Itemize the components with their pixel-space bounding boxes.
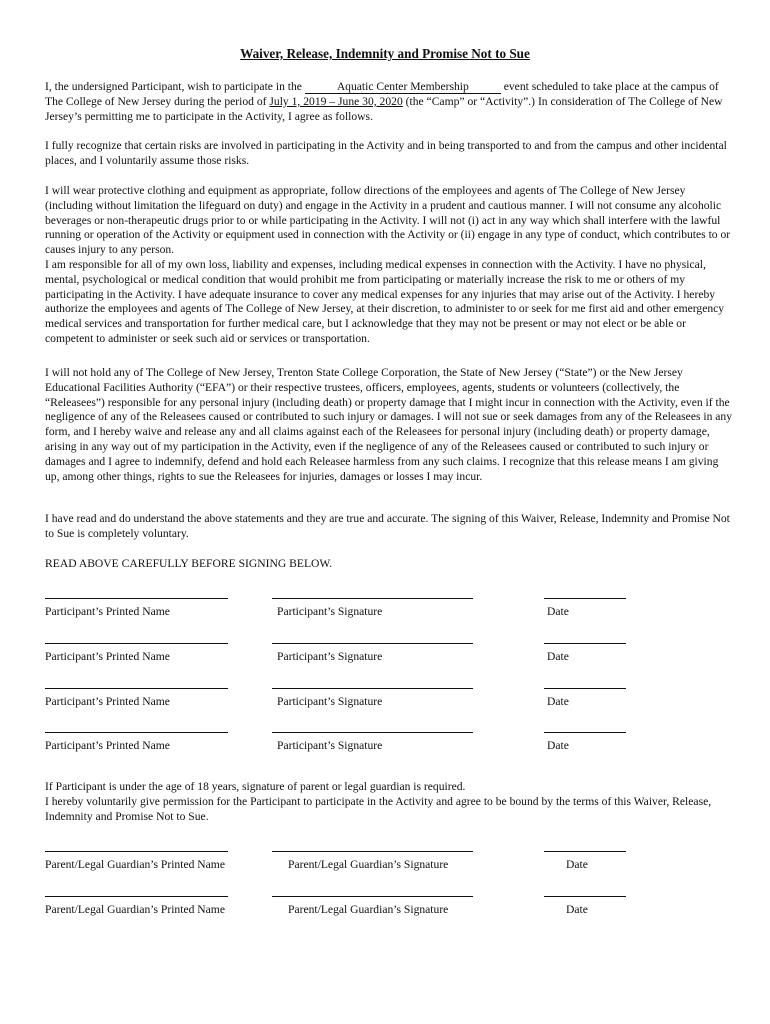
acknowledge-text: I have read and do understand the above statements and they are true and accurate. The signing of this Waiver, Release, Indemnity and Promise Not to Sue is completely voluntary. (45, 512, 730, 540)
guardian-name-line[interactable] (45, 851, 228, 852)
participant-signature-row (0, 732, 770, 762)
release-paragraph (45, 366, 733, 484)
participant-signature-line[interactable] (272, 643, 473, 644)
guardian-date-line[interactable] (544, 851, 626, 852)
participant-date-label: Date (547, 605, 569, 618)
guardian-name-label: Parent/Legal Guardian’s Printed Name (45, 903, 225, 916)
intro-paragraph (45, 80, 733, 124)
minor-paragraph (45, 780, 733, 824)
release-text: I will not hold any of The College of New Jersey, Trenton State College Corporation, the State of New Jersey (“State”) or the New Jersey Educational Facilities Authority (“EFA”) or their respective trustees, officers, employees, agents, students or volunteers (collectively, the “Releasees”) responsible for any personal injury (including death) or property damage that I might incur in connection with the Activity, even if the negligence of any of the Releasees caused or contributed to such injury or damages. I will not sue or seek damages from any of the Releasees in any form, and I hereby waive and release any and all claims against each of the Releasees for personal injury (including death) or property damage, arising in any way out of my participation in the Activity, even if the negligence of any of the Releasees caused or contributed to such injury or damages and I agree to indemnify, defend and hold each Releasee harmless from any such claims. I recognize that this release means I am giving up, among other things, rights to sue the Releasees for injuries, damages or losses I may incur. (45, 366, 733, 483)
participant-date-line[interactable] (544, 688, 626, 689)
participant-name-label: Participant’s Printed Name (45, 695, 170, 708)
participant-name-label: Participant’s Printed Name (45, 605, 170, 618)
guardian-date-label: Date (566, 858, 588, 871)
read-above-notice (45, 557, 733, 572)
guardian-date-line[interactable] (544, 896, 626, 897)
participant-name-line[interactable] (45, 643, 228, 644)
guardian-signature-row (0, 851, 770, 881)
document-title: Waiver, Release, Indemnity and Promise Not to Sue (240, 46, 530, 61)
participant-date-line[interactable] (544, 598, 626, 599)
acknowledge-paragraph (45, 512, 733, 542)
minor-line-2: I hereby voluntarily give permission for the Participant to participate in the Activity and agree to be bound by the terms of this Waiver, Release, Indemnity and Promise Not to Sue. (45, 794, 712, 823)
intro-mid: event scheduled to take place at the campus of The College of New Jersey during the period of (45, 80, 719, 108)
guardian-name-label: Parent/Legal Guardian’s Printed Name (45, 858, 225, 871)
participant-date-label: Date (547, 650, 569, 663)
intro-post: (the “Camp” or “Activity”.) In consideration of The College of New Jersey’s permitting me to participate in the Activity, I agree as follows. (45, 94, 723, 123)
participant-signature-row (0, 598, 770, 628)
participant-name-line[interactable] (45, 598, 228, 599)
participant-signature-label: Participant’s Signature (277, 695, 383, 708)
activity-field[interactable]: Aquatic Center Membership (305, 81, 501, 94)
risks-text: I fully recognize that certain risks are involved in participating in the Activity and in being transported to and from the campus and other incidental places, and I voluntarily assume those risks. (45, 139, 727, 167)
participant-name-label: Participant’s Printed Name (45, 739, 170, 752)
conduct-paragraph (45, 184, 733, 347)
participant-signature-label: Participant’s Signature (277, 650, 383, 663)
intro-pre: I, the undersigned Participant, wish to participate in the (45, 80, 305, 93)
guardian-signature-label: Parent/Legal Guardian’s Signature (288, 903, 449, 916)
participant-signature-line[interactable] (272, 598, 473, 599)
participant-name-label: Participant’s Printed Name (45, 650, 170, 663)
guardian-date-label: Date (566, 903, 588, 916)
participant-signature-row (0, 688, 770, 718)
guardian-signature-line[interactable] (272, 851, 473, 852)
participant-signature-label: Participant’s Signature (277, 739, 383, 752)
participant-date-label: Date (547, 695, 569, 708)
participant-name-line[interactable] (45, 688, 228, 689)
minor-line-1: If Participant is under the age of 18 years, signature of parent or legal guardian is required. (45, 780, 466, 793)
participant-name-line[interactable] (45, 732, 228, 733)
participant-signature-line[interactable] (272, 688, 473, 689)
guardian-signature-line[interactable] (272, 896, 473, 897)
participant-date-line[interactable] (544, 732, 626, 733)
read-above-text: READ ABOVE CAREFULLY BEFORE SIGNING BELOW. (45, 557, 333, 570)
period-field: July 1, 2019 – June 30, 2020 (269, 94, 403, 108)
participant-signature-label: Participant’s Signature (277, 605, 383, 618)
guardian-signature-row (0, 896, 770, 926)
guardian-signature-label: Parent/Legal Guardian’s Signature (288, 858, 449, 871)
responsibility-text: I am responsible for all of my own loss, liability and expenses, including medical expenses in connection with the Activity. I have no physical, mental, psychological or medical condition that would prohibit me from participating or materially increase the risk to me or others of my participating in the Activity. I have adequate insurance to cover any medical expenses for any injuries that may arise out of the Activity. I hereby authorize the employees and agents of The College of New Jersey, at their discretion, to administer to or seek for me first aid and other emergency medical services and transportation for further medical care, but I acknowledge that they may not be present or may not elect or be able or competent to administer or seek such aid or services or transportation. (45, 257, 725, 345)
risks-paragraph (45, 139, 733, 169)
participant-signature-row (0, 643, 770, 673)
guardian-name-line[interactable] (45, 896, 228, 897)
participant-signature-line[interactable] (272, 732, 473, 733)
conduct-text: I will wear protective clothing and equipment as appropriate, follow directions of the employees and agents of The College of New Jersey (including without limitation the lifeguard on duty) and engage in the Activity in a prudent and cautious manner. I will not consume any alcoholic beverages or non-therapeutic drugs prior to or while participating in the Activity. I will not (i) act in any way which shall interfere with the lawful running or operation of the Activity or equipment used in connection with the Activity or (ii) engage in any type of conduct, which contributes to or causes injury to any person. (45, 184, 731, 257)
participant-date-line[interactable] (544, 643, 626, 644)
participant-date-label: Date (547, 739, 569, 752)
